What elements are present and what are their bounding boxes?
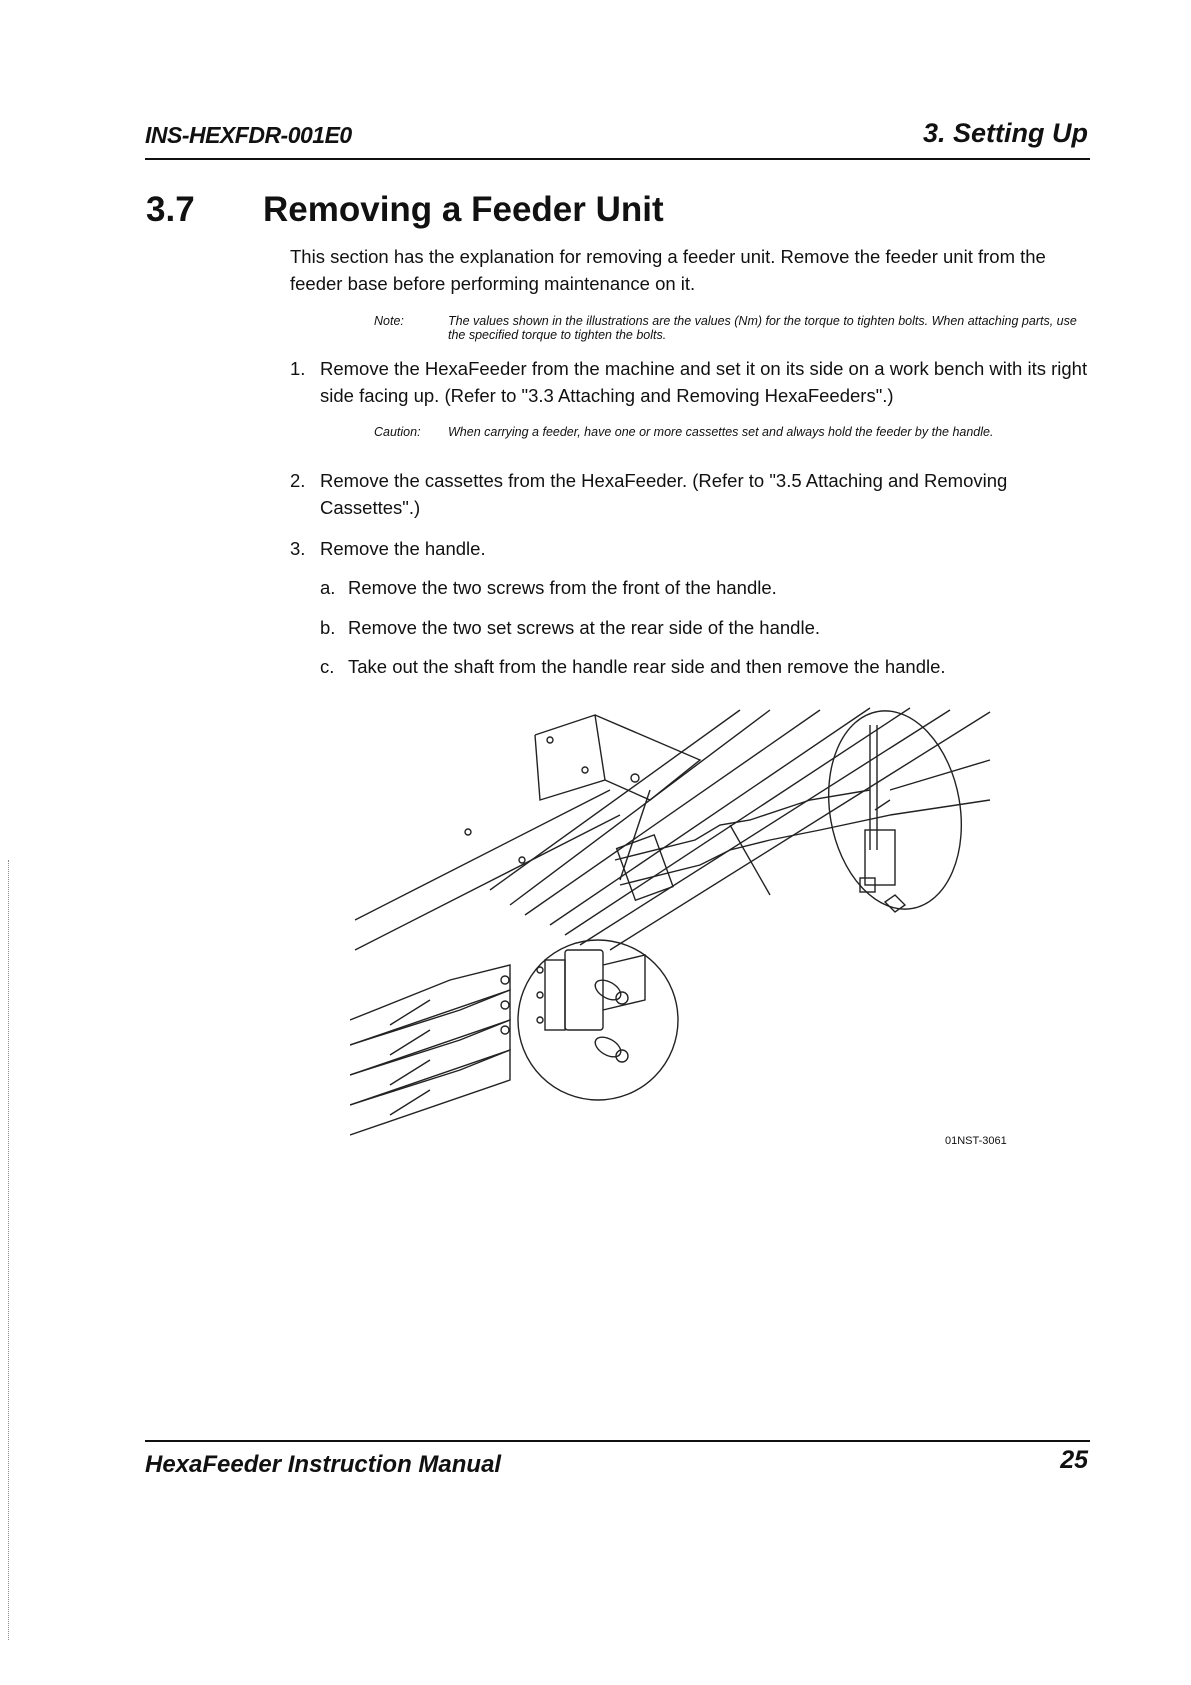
document-code: INS-HEXFDR-001E0 — [145, 122, 352, 148]
rear-shaft-detail — [814, 700, 977, 920]
substep-text: Take out the shaft from the handle rear side and then remove the handle. — [348, 656, 946, 677]
note-label: Note: — [374, 314, 404, 328]
step-number: 1. — [290, 358, 306, 379]
step-2 — [290, 467, 1090, 521]
front-screws-detail — [518, 940, 678, 1100]
header-rule — [145, 158, 1090, 160]
screw-icon — [592, 1033, 628, 1062]
feeder-rails — [355, 708, 990, 950]
substep-b — [320, 614, 1090, 641]
cassettes — [350, 965, 510, 1135]
step-text: Remove the cassettes from the HexaFeeder. (Refer to "3.5 Attaching and Removing Cassettes".) — [320, 470, 1008, 518]
manual-title: HexaFeeder Instruction Manual — [145, 1451, 502, 1478]
caution-text: When carrying a feeder, have one or more cassettes set and always hold the feeder by the handle. — [448, 425, 994, 439]
feeder-handle-illustration — [350, 700, 1030, 1220]
note-text: The values shown in the illustrations are the values (Nm) for the torque to tighten bolts. When attaching parts, use the specified torque to tighten the bolts. — [448, 314, 1077, 342]
screw-icon — [592, 976, 628, 1004]
step-1 — [290, 355, 1090, 409]
step-3 — [290, 535, 1090, 562]
section-number: 3.7 — [146, 190, 195, 229]
substep-text: Remove the two screws from the front of the handle. — [348, 577, 777, 598]
substep-letter: a. — [320, 577, 336, 598]
section-title: Removing a Feeder Unit — [263, 190, 664, 229]
caution-label: Caution: — [374, 425, 421, 439]
substep-letter: b. — [320, 617, 336, 638]
step-text: Remove the HexaFeeder from the machine and set it on its side on a work bench with its right side facing up. (Refer to "3.3 Attaching and Removing HexaFeeders".) — [320, 358, 1088, 406]
step-text: Remove the handle. — [320, 538, 486, 559]
step-number: 3. — [290, 538, 306, 559]
substep-a — [320, 574, 1090, 601]
substep-letter: c. — [320, 656, 335, 677]
feeder-box — [465, 715, 700, 863]
intro-paragraph: This section has the explanation for removing a feeder unit. Remove the feeder unit from the feeder base before performing maintenance on it. — [290, 246, 1046, 294]
chapter-title: 3. Setting Up — [922, 118, 1088, 148]
page-number: 25 — [1060, 1446, 1088, 1474]
figure-id: 01NST-3061 — [945, 1135, 1007, 1147]
scan-margin-line — [8, 860, 10, 1640]
substep-c — [320, 653, 1090, 680]
footer-rule — [145, 1440, 1090, 1442]
substep-text: Remove the two set screws at the rear side of the handle. — [348, 617, 820, 638]
step-number: 2. — [290, 470, 306, 491]
